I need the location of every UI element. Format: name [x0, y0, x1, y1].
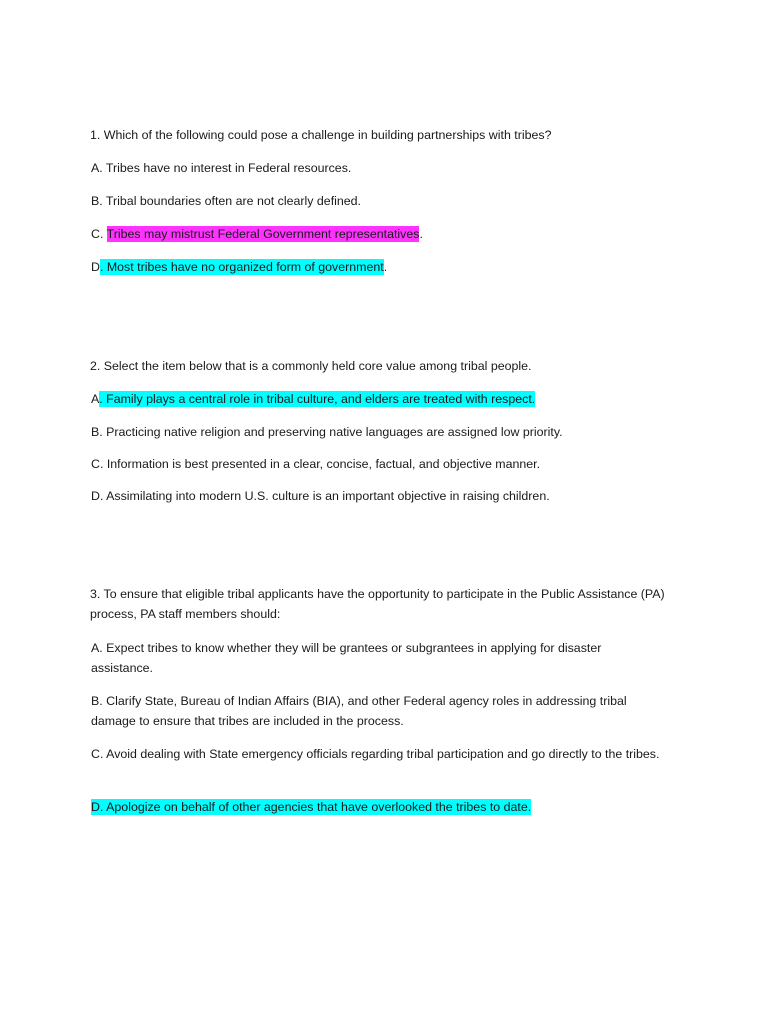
question-2-option-d: D. Assimilating into modern U.S. culture is an important objective in raising children.	[91, 489, 550, 503]
question-2-prompt: 2. Select the item below that is a commonly held core value among tribal people.	[90, 359, 532, 373]
cyan-highlighted-answer: D. Apologize on behalf of other agencies that have overlooked the tribes to date.	[91, 800, 532, 814]
option-suffix: .	[383, 260, 388, 274]
question-1-prompt: 1. Which of the following could pose a challenge in building partnerships with tribes?	[90, 128, 552, 142]
question-3-option-d	[91, 799, 531, 815]
question-1-option-d	[91, 259, 387, 275]
question-1-option-b: B. Tribal boundaries often are not clearly defined.	[91, 194, 362, 208]
question-3-option-b: B. Clarify State, Bureau of Indian Affairs (BIA), and other Federal agency roles in addressing tribal damage to ensure that tribes are included in the process.	[91, 694, 627, 728]
question-1-option-a: A. Tribes have no interest in Federal resources.	[91, 161, 352, 175]
question-2-option-c: C. Information is best presented in a clear, concise, factual, and objective manner.	[91, 457, 541, 471]
option-suffix: .	[419, 227, 423, 241]
option-prefix: A	[91, 392, 100, 406]
question-1-option-c	[91, 226, 423, 242]
cyan-highlighted-answer: . Most tribes have no organized form of government	[99, 260, 384, 274]
question-3-option-a: A. Expect tribes to know whether they will be grantees or subgrantees in applying for disaster assistance.	[91, 641, 602, 675]
question-2-option-a	[91, 391, 535, 407]
question-2-option-b: B. Practicing native religion and preserving native languages are assigned low priority.	[91, 425, 563, 439]
question-3-option-c: C. Avoid dealing with State emergency officials regarding tribal participation and go directly to the tribes.	[91, 747, 660, 761]
question-3-prompt: 3. To ensure that eligible tribal applicants have the opportunity to participate in the Public Assistance (PA) process, PA staff members should:	[90, 587, 665, 621]
option-prefix: D	[91, 260, 100, 274]
cyan-highlighted-answer: . Family plays a central role in tribal culture, and elders are treated with respect.	[99, 392, 536, 406]
option-prefix: C.	[91, 227, 107, 241]
magenta-highlighted-answer: Tribes may mistrust Federal Government representatives	[106, 227, 420, 241]
